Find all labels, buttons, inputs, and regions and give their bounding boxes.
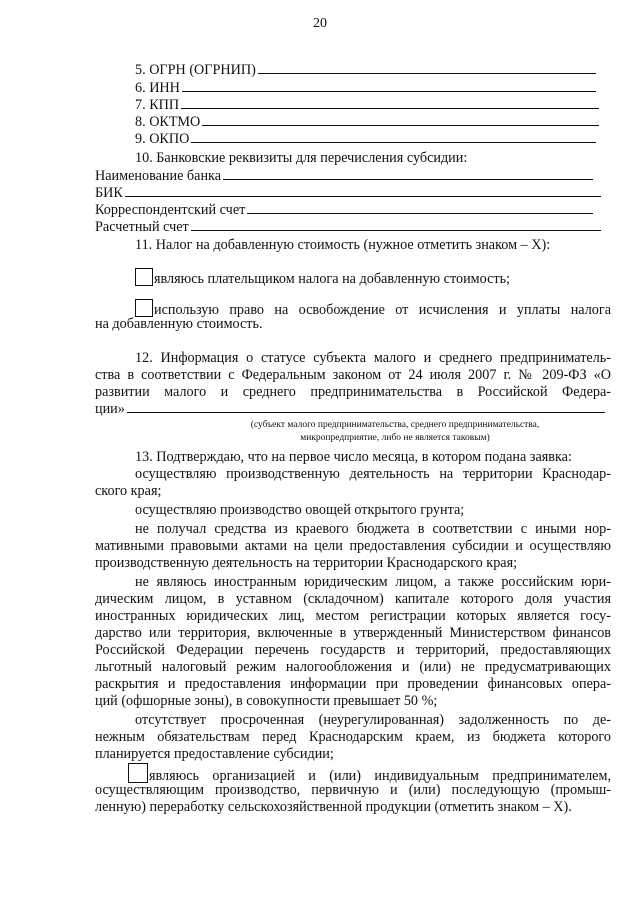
sme-text-2: ства в соответствии с Федеральным законом от 24 июля 2007 г. № 209-ФЗ «О	[95, 367, 611, 383]
confirm-p1-2: ского края;	[95, 483, 162, 499]
confirm-p6-2: осуществляющим производство, первичную и (или) последующую (промыш-	[95, 782, 611, 798]
sme-text-4: ции»	[95, 401, 125, 417]
bank-name-row	[95, 168, 593, 184]
settlement-account-label: Расчетный счет	[95, 219, 189, 235]
confirm-p3-3: производственную деятельность на территории Краснодарского края;	[95, 555, 518, 571]
vat-exempt-label-2: на добавленную стоимость.	[95, 316, 263, 332]
vat-option-payer	[135, 268, 510, 287]
oktmo-field[interactable]	[202, 114, 599, 126]
bik-field[interactable]	[125, 185, 601, 197]
confirm-p6-3: ленную) переработку сельскохозяйственной продукции (отметить знаком – Х).	[95, 799, 572, 815]
ogrn-row	[135, 62, 596, 78]
vat-exempt-label: использую право на освобождение от исчисления и уплаты налога	[154, 302, 611, 318]
corr-account-row	[95, 202, 593, 218]
oktmo-row	[135, 114, 599, 130]
sme-status-field[interactable]	[127, 401, 605, 413]
corr-account-field[interactable]	[247, 202, 593, 214]
processor-checkbox[interactable]	[128, 763, 148, 783]
confirm-p4-7: раскрытия и предоставления информации при проведении финансовых опера-	[95, 676, 611, 692]
confirm-p4-3: иностранных юридических лиц, местом регистрации которых является госу-	[95, 608, 611, 624]
sme-row	[95, 401, 605, 417]
settlement-account-row	[95, 219, 601, 235]
inn-row	[135, 80, 596, 96]
confirm-p6-1-row	[128, 763, 611, 784]
kpp-row	[135, 97, 599, 113]
kpp-field[interactable]	[181, 97, 599, 109]
okpo-row	[135, 131, 596, 147]
sme-note-1: (субъект малого предпринимательства, среднего предпринимательства,	[250, 420, 540, 430]
settlement-account-field[interactable]	[191, 219, 601, 231]
inn-label: 6. ИНН	[135, 80, 180, 96]
confirm-p4-4: дарство или территория, включенные в утвержденный Министерством финансов	[95, 625, 611, 641]
inn-field[interactable]	[182, 80, 596, 92]
confirm-p3-1: не получал средства из краевого бюджета в соответствии с иными нор-	[135, 521, 611, 537]
sme-text-3: развитии малого и среднего предпринимательства в Российской Федера-	[95, 384, 611, 400]
confirm-p4-5: Российской Федерации перечень государств и территорий, предоставляющих	[95, 642, 611, 658]
okpo-label: 9. ОКПО	[135, 131, 190, 147]
vat-payer-checkbox[interactable]	[135, 268, 153, 286]
confirm-p5-3: планируется предоставление субсидии;	[95, 746, 334, 762]
okpo-field[interactable]	[191, 131, 596, 143]
sme-text-1: 12. Информация о статусе субъекта малого и среднего предприниматель-	[135, 350, 611, 366]
confirm-p6-1: являюсь организацией и (или) индивидуальным предпринимателем,	[149, 768, 611, 784]
ogrn-field[interactable]	[258, 62, 596, 74]
bik-label: БИК	[95, 185, 123, 201]
confirm-p4-6: льготный налоговый режим налогообложения и (или) не предусматривающих	[95, 659, 611, 675]
bank-name-label: Наименование банка	[95, 168, 222, 184]
confirm-p4-8: ций (офшорные зоны), в совокупности превышает 50 %;	[95, 693, 438, 709]
confirm-p2: осуществляю производство овощей открытого грунта;	[135, 502, 465, 518]
bank-heading: 10. Банковские реквизиты для перечисления субсидии:	[135, 150, 468, 166]
vat-heading: 11. Налог на добавленную стоимость (нужное отметить знаком – Х):	[135, 237, 551, 253]
confirm-p3-2: мативными правовыми актами на цели предоставления субсидии и осуществляю	[95, 538, 611, 554]
sme-note-2: микропредприятие, либо не является таковым)	[300, 433, 490, 443]
vat-payer-label: являюсь плательщиком налога на добавленную стоимость;	[154, 271, 511, 287]
confirm-p4-1: не являюсь иностранным юридическим лицом, а также российским юри-	[135, 574, 611, 590]
confirm-p5-1: отсутствует просроченная (неурегулированная) задолженность по де-	[135, 712, 611, 728]
bik-row	[95, 185, 601, 201]
page-number: 20	[313, 16, 327, 31]
confirm-p1-1: осуществляю производственную деятельность на территории Краснодар-	[135, 466, 611, 482]
confirm-heading: 13. Подтверждаю, что на первое число месяца, в котором подана заявка:	[135, 449, 572, 465]
confirm-p5-2: нежным обязательствам перед Краснодарским краем, из бюджета которого	[95, 729, 611, 745]
oktmo-label: 8. ОКТМО	[135, 114, 201, 130]
ogrn-label: 5. ОГРН (ОГРНИП)	[135, 62, 256, 78]
kpp-label: 7. КПП	[135, 97, 180, 113]
bank-name-field[interactable]	[223, 168, 593, 180]
vat-exempt-checkbox[interactable]	[135, 299, 153, 317]
corr-account-label: Корреспондентский счет	[95, 202, 246, 218]
confirm-p4-2: дическим лицом, в уставном (складочном) капитале которого доля участия	[95, 591, 611, 607]
